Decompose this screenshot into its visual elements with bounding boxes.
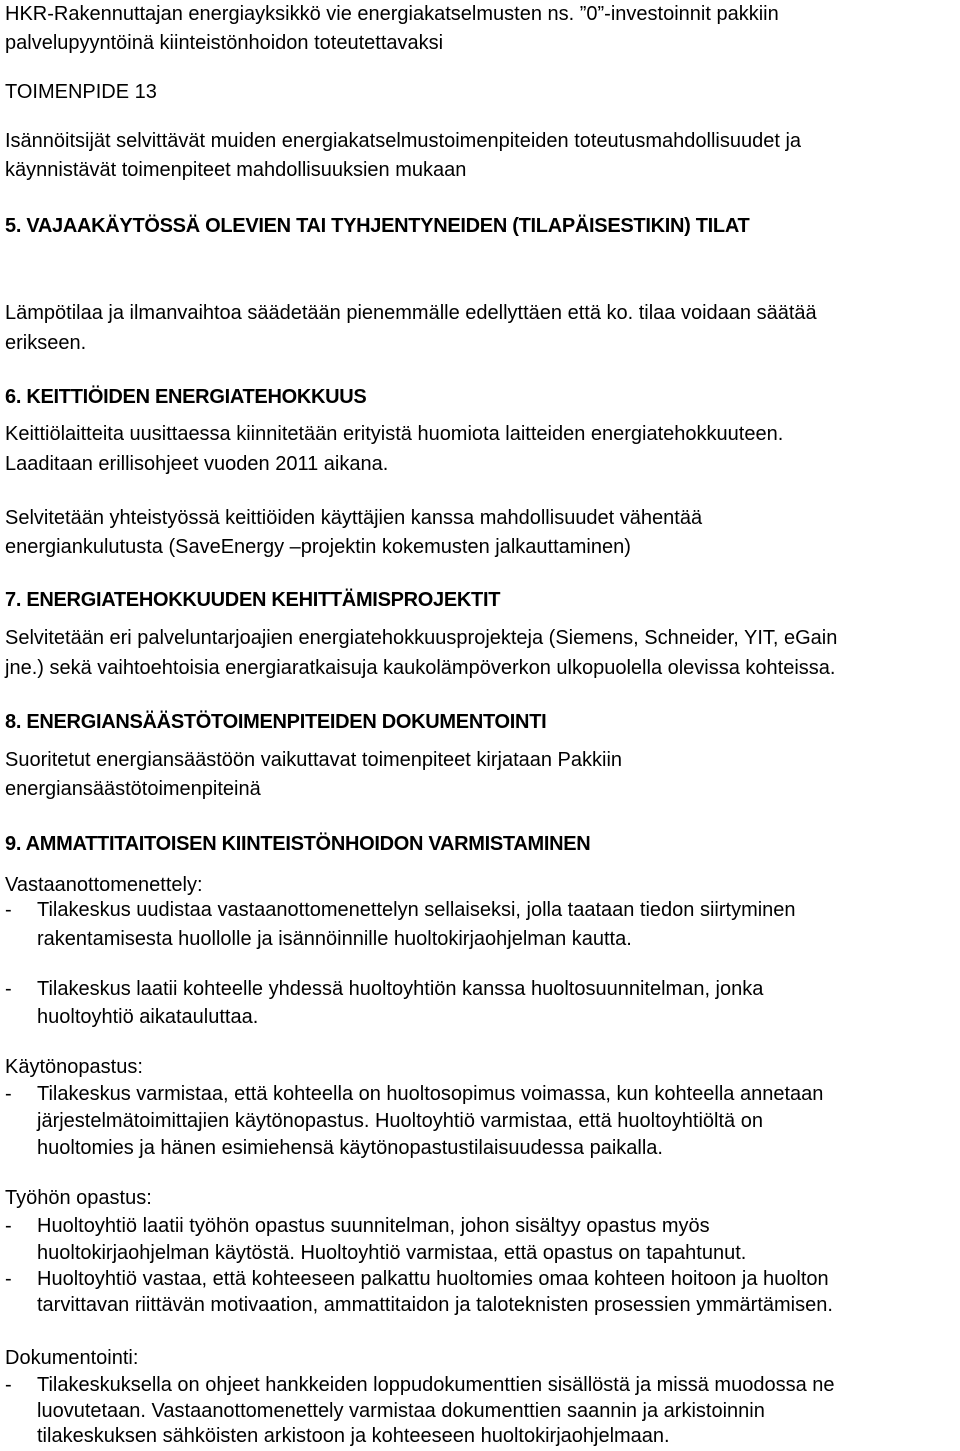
dokumentointi-item-1-line-2: luovutetaan. Vastaanottomenettely varmistaa dokumenttien saannin ja arkistoinnin bbox=[37, 1400, 765, 1422]
section-5-heading: 5. VAJAAKÄYTÖSSÄ OLEVIEN TAI TYHJENTYNEIDEN (TILAPÄISESTIKIN) TILAT bbox=[5, 215, 750, 237]
tyohon-item-2-line-2: tarvittavan riittävän motivaation, ammattitaidon ja taloteknisten prosessien ymmärtämisen. bbox=[37, 1294, 833, 1316]
section-7-line-1: Selvitetään eri palveluntarjoajien energiatehokkuusprojekteja (Siemens, Schneider, YIT, eGain bbox=[5, 627, 838, 649]
toimenpide-13-line-2: käynnistävät toimenpiteet mahdollisuuksien mukaan bbox=[5, 159, 467, 181]
section-8-line-1: Suoritetut energiansäästöön vaikuttavat toimenpiteet kirjataan Pakkiin bbox=[5, 749, 623, 771]
toimenpide-13-title: TOIMENPIDE 13 bbox=[5, 81, 157, 103]
list-dash: - bbox=[5, 978, 12, 1000]
section-7-line-2: jne.) sekä vaihtoehtoisia energiaratkaisuja kaukolämpöverkon ulkopuolella olevissa kohteissa. bbox=[5, 657, 836, 679]
toimenpide-13-line-1: Isännöitsijät selvittävät muiden energiakatselmustoimenpiteiden toteutusmahdollisuudet ja bbox=[5, 130, 802, 152]
section-9-heading: 9. AMMATTITAITOISEN KIINTEISTÖNHOIDON VARMISTAMINEN bbox=[5, 833, 591, 855]
section-6-line-4: energiankulutusta (SaveEnergy –projektin kokemusten jalkauttaminen) bbox=[5, 536, 631, 558]
kaytonopastus-item-1-line-1: Tilakeskus varmistaa, että kohteella on huoltosopimus voimassa, kun kohteella annetaan bbox=[37, 1083, 824, 1105]
tyohon-item-1-line-1: Huoltoyhtiö laatii työhön opastus suunnitelman, johon sisältyy opastus myös bbox=[37, 1215, 710, 1237]
vastaanotto-item-2-line-1: Tilakeskus laatii kohteelle yhdessä huoltoyhtiön kanssa huoltosuunnitelman, jonka bbox=[37, 978, 764, 1000]
tyohon-item-2-line-1: Huoltoyhtiö vastaa, että kohteeseen palkattu huoltomies omaa kohteen hoitoon ja huolton bbox=[37, 1268, 829, 1290]
kaytonopastus-item-1-line-3: huoltomies ja hänen esimiehensä käytönopastustilaisuudessa paikalla. bbox=[37, 1137, 663, 1159]
vastaanotto-label: Vastaanottomenettely: bbox=[5, 874, 203, 896]
section-5-line-2: erikseen. bbox=[5, 332, 87, 354]
intro-line-2: palvelupyyntöinä kiinteistönhoidon toteutettavaksi bbox=[5, 32, 444, 54]
section-8-line-2: energiansäästötoimenpiteinä bbox=[5, 778, 261, 800]
list-dash: - bbox=[5, 1215, 12, 1237]
tyohon-opastus-label: Työhön opastus: bbox=[5, 1187, 152, 1209]
section-6-line-3: Selvitetään yhteistyössä keittiöiden käyttäjien kanssa mahdollisuudet vähentää bbox=[5, 507, 703, 529]
list-dash: - bbox=[5, 1374, 12, 1396]
dokumentointi-item-1-line-3: tilakeskuksen sähköisten arkistoon ja kohteeseen huoltokirjaohjelmaan. bbox=[37, 1425, 670, 1447]
section-5-line-1: Lämpötilaa ja ilmanvaihtoa säädetään pienemmälle edellyttäen että ko. tilaa voidaan säätää bbox=[5, 302, 817, 324]
vastaanotto-item-1-line-1: Tilakeskus uudistaa vastaanottomenettelyn sellaiseksi, jolla taataan tiedon siirtyminen bbox=[37, 899, 796, 921]
list-dash: - bbox=[5, 1268, 12, 1290]
section-8-heading: 8. ENERGIANSÄÄSTÖTOIMENPITEIDEN DOKUMENTOINTI bbox=[5, 711, 547, 733]
list-dash: - bbox=[5, 899, 12, 921]
intro-line-1: HKR-Rakennuttajan energiayksikkö vie energiakatselmusten ns. ”0”-investoinnit pakkiin bbox=[5, 3, 779, 25]
kaytonopastus-label: Käytönopastus: bbox=[5, 1056, 143, 1078]
dokumentointi-label: Dokumentointi: bbox=[5, 1347, 139, 1369]
list-dash: - bbox=[5, 1083, 12, 1105]
vastaanotto-item-1-line-2: rakentamisesta huollolle ja isännöinnille huoltokirjaohjelman kautta. bbox=[37, 928, 632, 950]
section-7-heading: 7. ENERGIATEHOKKUUDEN KEHITTÄMISPROJEKTIT bbox=[5, 589, 501, 611]
vastaanotto-item-2-line-2: huoltoyhtiö aikatauluttaa. bbox=[37, 1006, 259, 1028]
dokumentointi-item-1-line-1: Tilakeskuksella on ohjeet hankkeiden loppudokumenttien sisällöstä ja missä muodossa ne bbox=[37, 1374, 835, 1396]
tyohon-item-1-line-2: huoltokirjaohjelman käytöstä. Huoltoyhtiö varmistaa, että opastus on tapahtunut. bbox=[37, 1242, 747, 1264]
kaytonopastus-item-1-line-2: järjestelmätoimittajien käytönopastus. Huoltoyhtiö varmistaa, että huoltoyhtiöltä on bbox=[37, 1110, 763, 1132]
section-6-heading: 6. KEITTIÖIDEN ENERGIATEHOKKUUS bbox=[5, 386, 367, 408]
section-6-line-1: Keittiölaitteita uusittaessa kiinnitetään erityistä huomiota laitteiden energiatehokkuuteen. bbox=[5, 423, 784, 445]
section-6-line-2: Laaditaan erillisohjeet vuoden 2011 aikana. bbox=[5, 453, 389, 475]
